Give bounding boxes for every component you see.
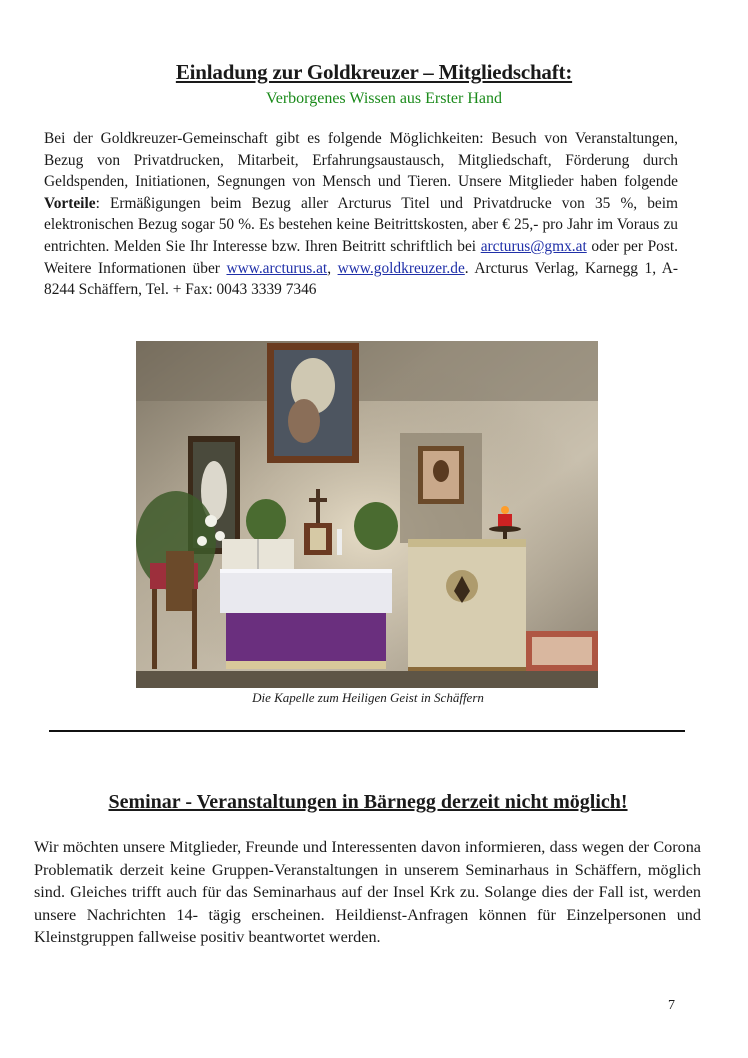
goldkreuzer-link[interactable]: www.goldkreuzer.de bbox=[337, 259, 465, 277]
seminar-paragraph: Wir möchten unsere Mitglieder, Freunde und Interessenten davon informieren, dass wegen der Corona Problematik derzeit keine Gruppen-Veranstaltungen in unserem Seminarhaus in Schäffern, möglich sind. Gleiches trifft auch für das Seminarhaus auf der Insel Krk zu. Solange dies der Fall ist, werden unsere Nachrichten 14- tägig erscheinen. Heildienst-Anfragen können für Einzelpersonen und Kleinstgruppen fallweise positiv beantwortet werden. bbox=[34, 838, 701, 947]
altar-cross bbox=[316, 489, 320, 523]
arcturus-link[interactable]: www.arcturus.at bbox=[226, 259, 328, 277]
invitation-paragraph bbox=[44, 128, 678, 301]
candle bbox=[337, 529, 342, 555]
paragraph-text-4: . Arcturus Verlag, Karnegg 1, A-8244 Schäffern, Tel. + Fax: 0043 3339 7346 bbox=[44, 259, 678, 299]
email-link[interactable]: arcturus@gmx.at bbox=[480, 237, 587, 255]
tabernacle-cloth bbox=[408, 541, 526, 671]
plants-middle bbox=[246, 499, 286, 543]
section-divider bbox=[49, 730, 685, 732]
vorteile-bold: Vorteile bbox=[44, 194, 96, 212]
paragraph-text-2: : Ermäßigungen beim Bezug aller Arcturus Titel und Privatdrucke von 35 %, beim elektronischen Bezug sogar 50 %. Es bestehen keine Beitrittskosten, aber € 25,- pro Jahr im Voraus zu entrichten. Melden Sie Ihr Interesse bzw. Ihren Beitritt schriftlich bei bbox=[44, 194, 678, 255]
chapel-illustration bbox=[136, 341, 598, 688]
invitation-title: Einladung zur Goldkreuzer – Mitgliedschaft: bbox=[175, 60, 573, 84]
seminar-title: Seminar - Veranstaltungen in Bärnegg derzeit nicht möglich! bbox=[108, 791, 628, 813]
photo-caption: Die Kapelle zum Heiligen Geist in Schäffern bbox=[252, 690, 484, 705]
paragraph-text-1: Bei der Goldkreuzer-Gemeinschaft gibt es folgende Möglichkeiten: Besuch von Veranstaltungen, Bezug von Privatdrucken, Mitarbeit, Erfahrungsaustausch, Mitgliedschaft, Förderung durch Geldspenden, Initiationen, Segnungen von Mensch und Tieren. Unsere Mitglieder haben folgende bbox=[44, 130, 678, 191]
invitation-subtitle: Verborgenes Wissen aus Erster Hand bbox=[265, 90, 503, 107]
page-number: 7 bbox=[668, 998, 675, 1013]
altar-table bbox=[220, 571, 392, 613]
purple-cloth bbox=[226, 613, 386, 663]
red-candle bbox=[498, 514, 512, 528]
link-separator: , bbox=[327, 259, 338, 277]
chapel-photo bbox=[136, 341, 598, 688]
paragraph-text-3: oder per Post. Weitere Informationen über bbox=[44, 237, 678, 277]
